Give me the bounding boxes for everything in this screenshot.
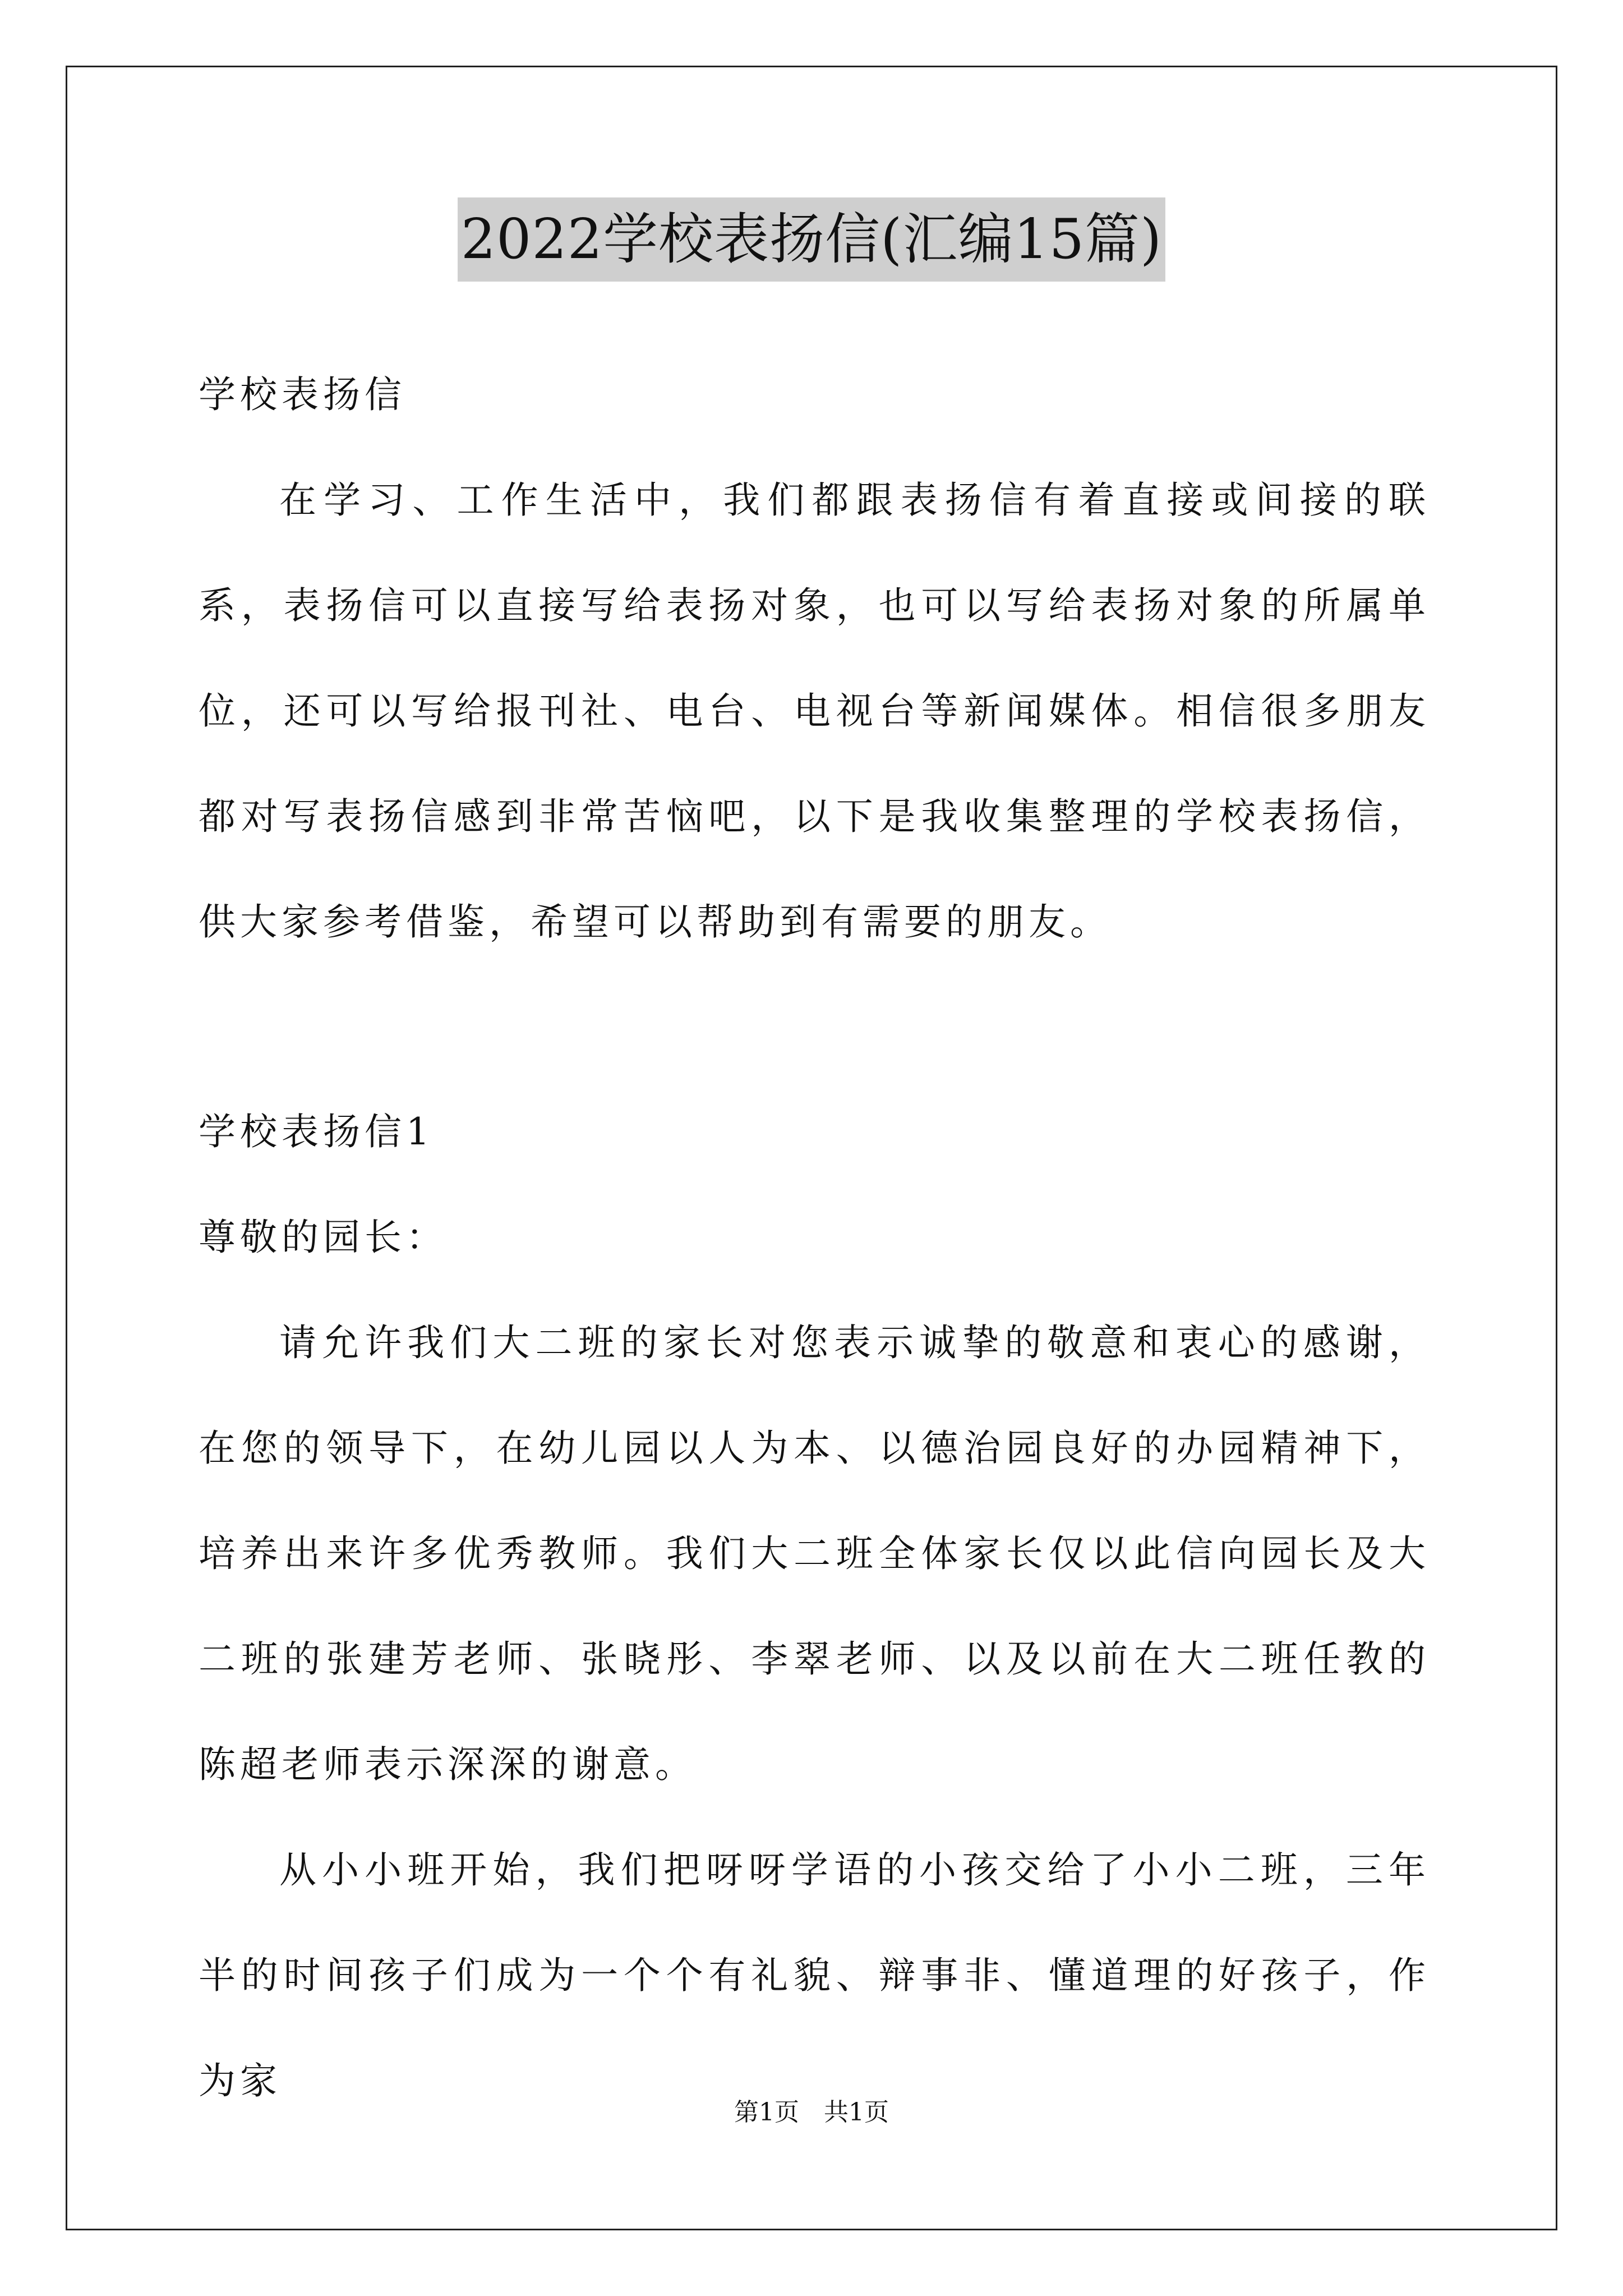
letter1-salutation: 尊敬的园长：: [199, 1216, 448, 1259]
title-container: [0, 197, 1623, 282]
page-footer: 第1页 共1页: [734, 2098, 889, 2127]
letter1-paragraph-1: 请允许我们大二班的家长对您表示诚挚的敬意和衷心的感谢，在您的领导下，在幼儿园以人为本、以德治园良好的办园精神下，培养出来许多优秀教师。我们大二班全体家长仅以此信向园长及大二班的张建芳老师、张晓彤、李翠老师、以及以前在大二班任教的陈超老师表示深深的谢意。: [199, 1321, 1430, 1786]
document-body: [199, 342, 1430, 2134]
letter1-paragraph-2: 从小小班开始，我们把呀呀学语的小孩交给了小小二班，三年半的时间孩子们成为一个个有礼貌、辩事非、懂道理的好孩子，作为家: [199, 1848, 1430, 2102]
document-title: 2022学校表扬信(汇编15篇): [458, 197, 1166, 282]
section-spacer: [199, 975, 1430, 1079]
intro-heading: 学校表扬信: [199, 373, 406, 416]
letter1-heading: 学校表扬信1: [199, 1110, 434, 1153]
intro-paragraph: 在学习、工作生活中，我们都跟表扬信有着直接或间接的联系，表扬信可以直接写给表扬对象，也可以写给表扬对象的所属单位，还可以写给报刊社、电台、电视台等新闻媒体。相信很多朋友都对写表扬信感到非常苦恼吧，以下是我收集整理的学校表扬信，供大家参考借鉴，希望可以帮助到有需要的朋友。: [199, 478, 1430, 944]
